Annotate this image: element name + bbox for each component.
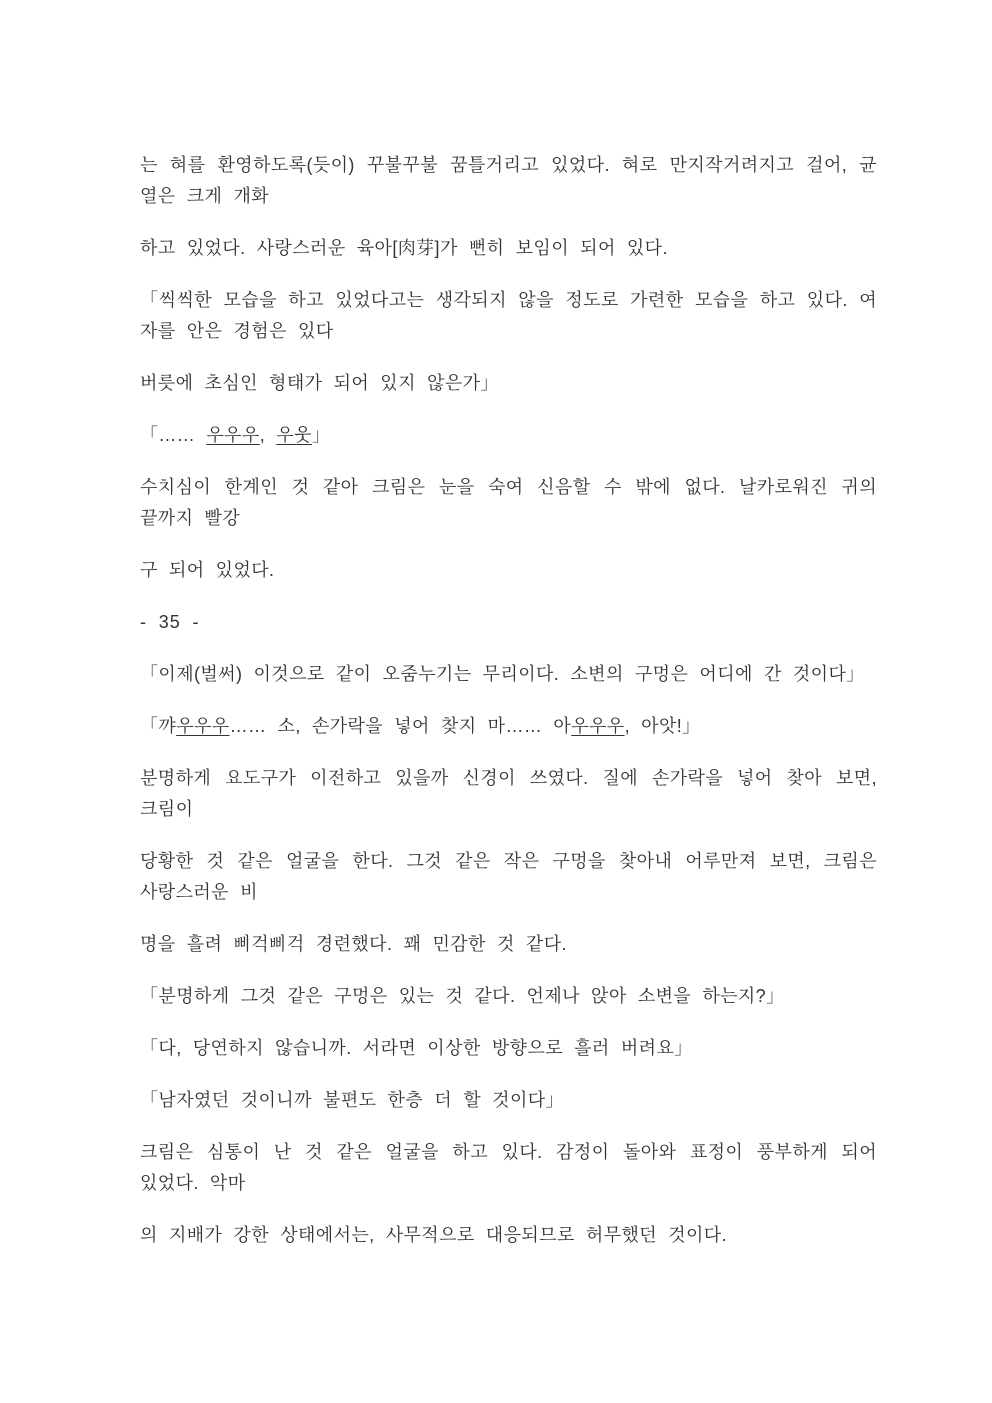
text-run: 「씩씩한 모습을 하고 있었다고는 생각되지 않을 정도로 가련한 모습을 하고 있다. 여자를 안은 경험은 있다 <box>140 290 877 341</box>
paragraph <box>140 659 877 690</box>
paragraph <box>140 929 877 960</box>
paragraph <box>140 150 877 212</box>
text-run: 분명하게 요도구가 이전하고 있을까 신경이 쓰였다. 질에 손가락을 넣어 찾아 보면, 크림이 <box>140 768 877 819</box>
text-run: 「이제(벌써) 이것으로 같이 오줌누기는 무리이다. 소변의 구멍은 어디에 간 것이다」 <box>140 664 865 684</box>
paragraph <box>140 981 877 1012</box>
text-run: - 35 - <box>140 612 200 632</box>
underlined-text: 우우우 <box>176 716 230 736</box>
text-run: 「…… <box>140 425 207 445</box>
paragraph <box>140 1137 877 1199</box>
paragraph <box>140 1033 877 1064</box>
paragraph <box>140 472 877 534</box>
paragraph <box>140 285 877 347</box>
paragraph <box>140 368 877 399</box>
text-run: 수치심이 한계인 것 같아 크림은 눈을 숙여 신음할 수 밖에 없다. 날카로워진 귀의 끝까지 빨강 <box>140 477 877 528</box>
paragraph <box>140 420 877 451</box>
underlined-text: 우우우 <box>206 425 260 445</box>
text-run: 「분명하게 그것 같은 구멍은 있는 것 같다. 언제나 앉아 소변을 하는지?」 <box>140 986 785 1006</box>
text-run: 크림은 심통이 난 것 같은 얼굴을 하고 있다. 감정이 돌아와 표정이 풍부하게 되어 있었다. 악마 <box>140 1142 877 1193</box>
paragraph <box>140 1085 877 1116</box>
paragraph <box>140 555 877 586</box>
paragraph <box>140 711 877 742</box>
text-run: , 아앗!」 <box>624 716 701 736</box>
text-run: 「다, 당연하지 않습니까. 서라면 이상한 방향으로 흘러 버려요」 <box>140 1038 693 1058</box>
paragraph <box>140 233 877 264</box>
underlined-text: 우우우 <box>571 716 625 736</box>
text-run: 」 <box>311 425 331 445</box>
paragraph <box>140 1220 877 1251</box>
page-number <box>140 607 877 638</box>
underlined-text: 우웃 <box>276 425 312 445</box>
text-run: , <box>259 425 277 445</box>
text-run: 버릇에 초심인 형태가 되어 있지 않은가」 <box>140 373 499 393</box>
text-content <box>140 150 877 1251</box>
text-run: 명을 흘려 삐걱삐걱 경련했다. 꽤 민감한 것 같다. <box>140 934 567 954</box>
text-run: 는 혀를 환영하도록(듯이) 꾸불꾸불 꿈틀거리고 있었다. 혀로 만지작거려지고 걸어, 균열은 크게 개화 <box>140 155 877 206</box>
text-run: 당황한 것 같은 얼굴을 한다. 그것 같은 작은 구멍을 찾아내 어루만져 보면, 크림은 사랑스러운 비 <box>140 851 877 902</box>
text-run: 구 되어 있었다. <box>140 560 275 580</box>
text-run: 「남자였던 것이니까 불편도 한층 더 할 것이다」 <box>140 1090 564 1110</box>
text-run: 의 지배가 강한 상태에서는, 사무적으로 대응되므로 허무했던 것이다. <box>140 1225 727 1245</box>
text-run: 「꺄 <box>140 716 177 736</box>
paragraph <box>140 846 877 908</box>
text-run: …… 소, 손가락을 넣어 찾지 마…… 아 <box>229 716 572 736</box>
text-run: 하고 있었다. 사랑스러운 육아[肉芽]가 뻔히 보임이 되어 있다. <box>140 238 668 258</box>
paragraph <box>140 763 877 825</box>
